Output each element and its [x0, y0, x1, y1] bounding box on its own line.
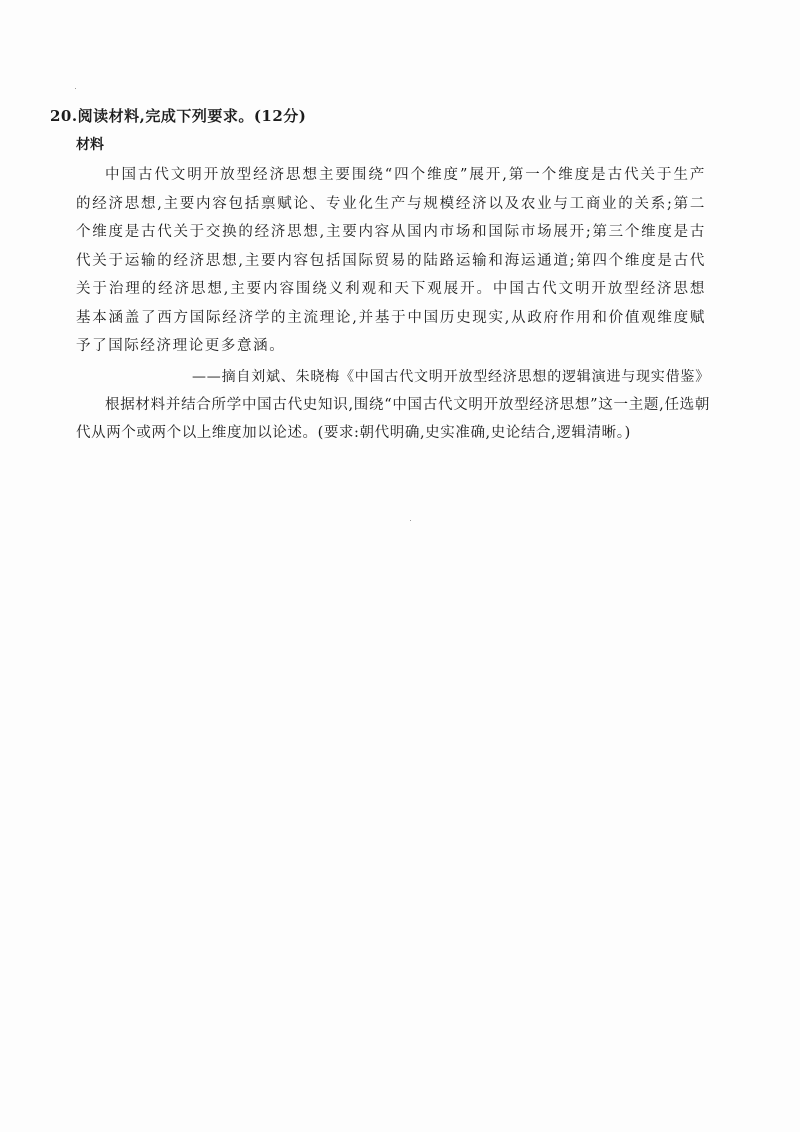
question-heading: 20.阅读材料,完成下列要求。(12分)	[50, 107, 307, 125]
question-20	[50, 103, 710, 447]
material-label: 材料	[76, 137, 104, 153]
scan-speck	[75, 88, 76, 89]
material-source: ——摘自刘斌、朱晓梅《中国古代文明开放型经济思想的逻辑演进与现实借鉴》	[192, 368, 710, 385]
question-task: 根据材料并结合所学中国古代史知识,围绕“中国古代文明开放型经济思想”这一主题,任选朝代从两个或两个以上维度加以论述。(要求:朝代明确,史实准确,史论结合,逻辑清晰。)	[76, 396, 710, 441]
material-passage: 中国古代文明开放型经济思想主要围绕“四个维度”展开,第一个维度是古代关于生产的经济思想,主要内容包括禀赋论、专业化生产与规模经济以及农业与工商业的关系;第二个维度是古代关于交换的经济思想,主要内容从国内市场和国际市场展开;第三个维度是古代关于运输的经济思想,主要内容包括国际贸易的陆路运输和海运通道;第四个维度是古代关于治理的经济思想,主要内容围绕义利观和天下观展开。中国古代文明开放型经济思想基本涵盖了西方国际经济学的主流理论,并基于中国历史现实,从政府作用和价值观维度赋予了国际经济理论更多意涵。	[76, 167, 706, 354]
scan-speck	[410, 520, 411, 521]
